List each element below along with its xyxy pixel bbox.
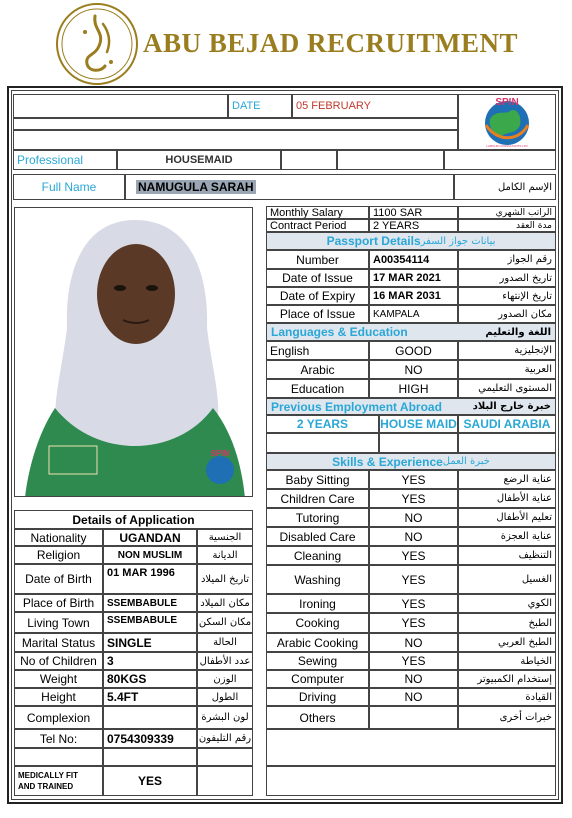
skill-value: YES xyxy=(369,546,458,565)
app-value xyxy=(103,706,197,729)
skill-value: YES xyxy=(369,489,458,508)
app-label: Religion xyxy=(14,546,103,564)
skills-blank-2 xyxy=(266,766,556,796)
skill-ar: الطبخ xyxy=(458,613,556,633)
date-value: 05 FEBRUARY xyxy=(292,94,458,118)
skill-ar: الطبخ العربي xyxy=(458,633,556,652)
passport-heading xyxy=(266,232,556,250)
app-label: Complexion xyxy=(14,706,103,729)
app-ar: عدد الأطفال xyxy=(197,652,253,670)
lang-english-label: English xyxy=(266,341,369,360)
spin-word: SPIN xyxy=(495,97,519,108)
full-name-ar: الإسم الكامل xyxy=(454,174,556,200)
app-value: 01 MAR 1996 xyxy=(103,564,197,594)
app-label: No of Children xyxy=(14,652,103,670)
app-ar: مكان الميلاد xyxy=(197,594,253,612)
education-ar: المستوى التعليمي xyxy=(458,379,556,398)
salary-label: Monthly Salary xyxy=(266,206,369,219)
employment-blank-2 xyxy=(379,433,458,453)
app-value: 0754309339 xyxy=(103,729,197,748)
app-value: 80KGS xyxy=(103,670,197,688)
skill-label: Washing xyxy=(266,565,369,594)
skill-value: YES xyxy=(369,652,458,670)
app-ar: الطول xyxy=(197,688,253,706)
skill-ar: القيادة xyxy=(458,688,556,706)
app-value: SSEMBABULE xyxy=(103,594,197,612)
passport-issue-value: 17 MAR 2021 xyxy=(369,269,458,287)
professional-blank-1 xyxy=(281,150,337,170)
app-ar: الديانة xyxy=(197,546,253,564)
skill-label: Computer xyxy=(266,670,369,688)
skill-label: Sewing xyxy=(266,652,369,670)
candidate-photo xyxy=(14,207,253,497)
skills-blank-1 xyxy=(266,729,556,766)
app-ar: مكان السكن xyxy=(197,612,253,633)
skill-ar: إستخدام الكمبيوتر xyxy=(458,670,556,688)
passport-place-ar: مكان الصدور xyxy=(458,305,556,323)
skill-value: YES xyxy=(369,470,458,489)
app-value: SSEMBABULE xyxy=(103,612,197,633)
education-value: HIGH xyxy=(369,379,458,398)
company-logo xyxy=(55,2,139,86)
skills-heading-ar: خبرة العمل xyxy=(442,456,490,467)
skill-value: NO xyxy=(369,670,458,688)
medical-blank xyxy=(197,766,253,796)
lang-english-ar: الإنجليزية xyxy=(458,341,556,360)
employment-heading-ar: خبرة خارج البلاد xyxy=(472,401,551,412)
skill-label: Disabled Care xyxy=(266,527,369,546)
skill-value xyxy=(369,706,458,729)
skill-ar: عناية الأطفال xyxy=(458,489,556,508)
salary-ar: الراتب الشهري xyxy=(458,206,556,219)
skills-heading-en: Skills & Experience xyxy=(332,454,443,469)
spin-ring-text: LABOUR CONSULTANTS LTD xyxy=(486,144,528,148)
app-label: Nationality xyxy=(14,529,103,546)
top-blank-cell xyxy=(13,94,228,118)
medical-label xyxy=(14,766,103,796)
date-label: DATE xyxy=(228,94,292,118)
skill-label: Others xyxy=(266,706,369,729)
full-name-label: Full Name xyxy=(13,174,125,200)
skill-ar: الخياطة xyxy=(458,652,556,670)
skills-heading xyxy=(266,453,556,470)
full-name-value-cell xyxy=(125,174,454,200)
top-blank-row-1 xyxy=(13,118,458,130)
employment-country: SAUDI ARABIA xyxy=(458,415,556,433)
passport-heading-ar: بيانات جواز السفر xyxy=(420,235,496,247)
languages-heading-en: Languages & Education xyxy=(271,325,408,339)
skill-label: Cooking xyxy=(266,613,369,633)
app-label: Height xyxy=(14,688,103,706)
app-value: NON MUSLIM xyxy=(103,546,197,564)
app-label: Weight xyxy=(14,670,103,688)
skill-label: Tutoring xyxy=(266,508,369,527)
skill-ar: الكوي xyxy=(458,594,556,613)
skill-value: NO xyxy=(369,527,458,546)
app-label: Date of Birth xyxy=(14,564,103,594)
salary-value: 1100 SAR xyxy=(369,206,458,219)
skill-label: Driving xyxy=(266,688,369,706)
app-ar: رقم التليفون xyxy=(197,729,253,748)
application-heading: Details of Application xyxy=(14,510,253,529)
passport-number-label: Number xyxy=(266,250,369,269)
app-blank-3 xyxy=(197,748,253,766)
passport-number-ar: رقم الجواز xyxy=(458,250,556,269)
professional-label: Professional xyxy=(13,150,117,170)
medical-label-line1: MEDICALLY FIT xyxy=(18,771,79,780)
app-label: Marital Status xyxy=(14,633,103,652)
app-blank-2 xyxy=(103,748,197,766)
skill-ar: التنظيف xyxy=(458,546,556,565)
skill-label: Cleaning xyxy=(266,546,369,565)
medical-value: YES xyxy=(103,766,197,796)
professional-blank-2 xyxy=(337,150,444,170)
company-name: ABU BEJAD RECRUITMENT xyxy=(143,28,519,58)
skill-value: NO xyxy=(369,688,458,706)
passport-expiry-label: Date of Expiry xyxy=(266,287,369,305)
app-ar: الحالة xyxy=(197,633,253,652)
passport-expiry-ar: تاريخ الإنتهاء xyxy=(458,287,556,305)
skill-ar: عناية الرضع xyxy=(458,470,556,489)
app-ar: الجنسية xyxy=(197,529,253,546)
skill-label: Children Care xyxy=(266,489,369,508)
passport-number-value: A00354114 xyxy=(369,250,458,269)
app-label: Place of Birth xyxy=(14,594,103,612)
app-value: 5.4FT xyxy=(103,688,197,706)
skill-ar: تعليم الأطفال xyxy=(458,508,556,527)
education-label: Education xyxy=(266,379,369,398)
app-ar: لون البشرة xyxy=(197,706,253,729)
medical-label-line2: AND TRAINED xyxy=(18,782,74,791)
skill-ar: الغسيل xyxy=(458,565,556,594)
employment-heading xyxy=(266,398,556,415)
employment-blank-1 xyxy=(266,433,379,453)
spin-logo xyxy=(476,95,538,149)
period-label: Contract Period xyxy=(266,219,369,232)
lang-arabic-label: Arabic xyxy=(266,360,369,379)
skill-value: YES xyxy=(369,613,458,633)
lang-arabic-ar: العربية xyxy=(458,360,556,379)
lang-arabic-value: NO xyxy=(369,360,458,379)
skill-ar: خبرات أخرى xyxy=(458,706,556,729)
passport-heading-en: Passport Details xyxy=(326,234,421,248)
app-value: UGANDAN xyxy=(103,529,197,546)
period-ar: مدة العقد xyxy=(458,219,556,232)
app-label: Tel No: xyxy=(14,729,103,748)
app-ar: الوزن xyxy=(197,670,253,688)
employment-position: HOUSE MAID xyxy=(380,417,457,431)
spin-logo-cell xyxy=(458,94,556,150)
skill-label: Ironing xyxy=(266,594,369,613)
skill-value: NO xyxy=(369,633,458,652)
languages-heading xyxy=(266,323,556,341)
professional-blank-3 xyxy=(444,150,556,170)
skill-value: YES xyxy=(369,565,458,594)
skill-value: YES xyxy=(369,594,458,613)
svg-text:SPIN: SPIN xyxy=(210,449,230,458)
app-blank-1 xyxy=(14,748,103,766)
passport-expiry-value: 16 MAR 2031 xyxy=(369,287,458,305)
employment-heading-en: Previous Employment Abroad xyxy=(271,399,442,414)
skill-value: NO xyxy=(369,508,458,527)
period-value: 2 YEARS xyxy=(369,219,458,232)
top-blank-row-2 xyxy=(13,130,458,150)
app-value: 3 xyxy=(103,652,197,670)
passport-place-label: Place of Issue xyxy=(266,305,369,323)
passport-issue-label: Date of Issue xyxy=(266,269,369,287)
passport-place-value: KAMPALA xyxy=(369,305,458,323)
app-label: Living Town xyxy=(14,612,103,633)
passport-issue-ar: تاريخ الصدور xyxy=(458,269,556,287)
employment-years: 2 YEARS xyxy=(266,415,379,433)
full-name-value: NAMUGULA SARAH xyxy=(138,180,254,194)
skill-label: Arabic Cooking xyxy=(266,633,369,652)
professional-value: HOUSEMAID xyxy=(117,150,281,170)
app-ar: تاريخ الميلاد xyxy=(197,564,253,594)
skill-ar: عناية العجزة xyxy=(458,527,556,546)
employment-blank-3 xyxy=(458,433,556,453)
lang-english-value: GOOD xyxy=(369,341,458,360)
languages-heading-ar: اللغة والتعليم xyxy=(485,326,551,338)
app-value: SINGLE xyxy=(103,633,197,652)
skill-label: Baby Sitting xyxy=(266,470,369,489)
